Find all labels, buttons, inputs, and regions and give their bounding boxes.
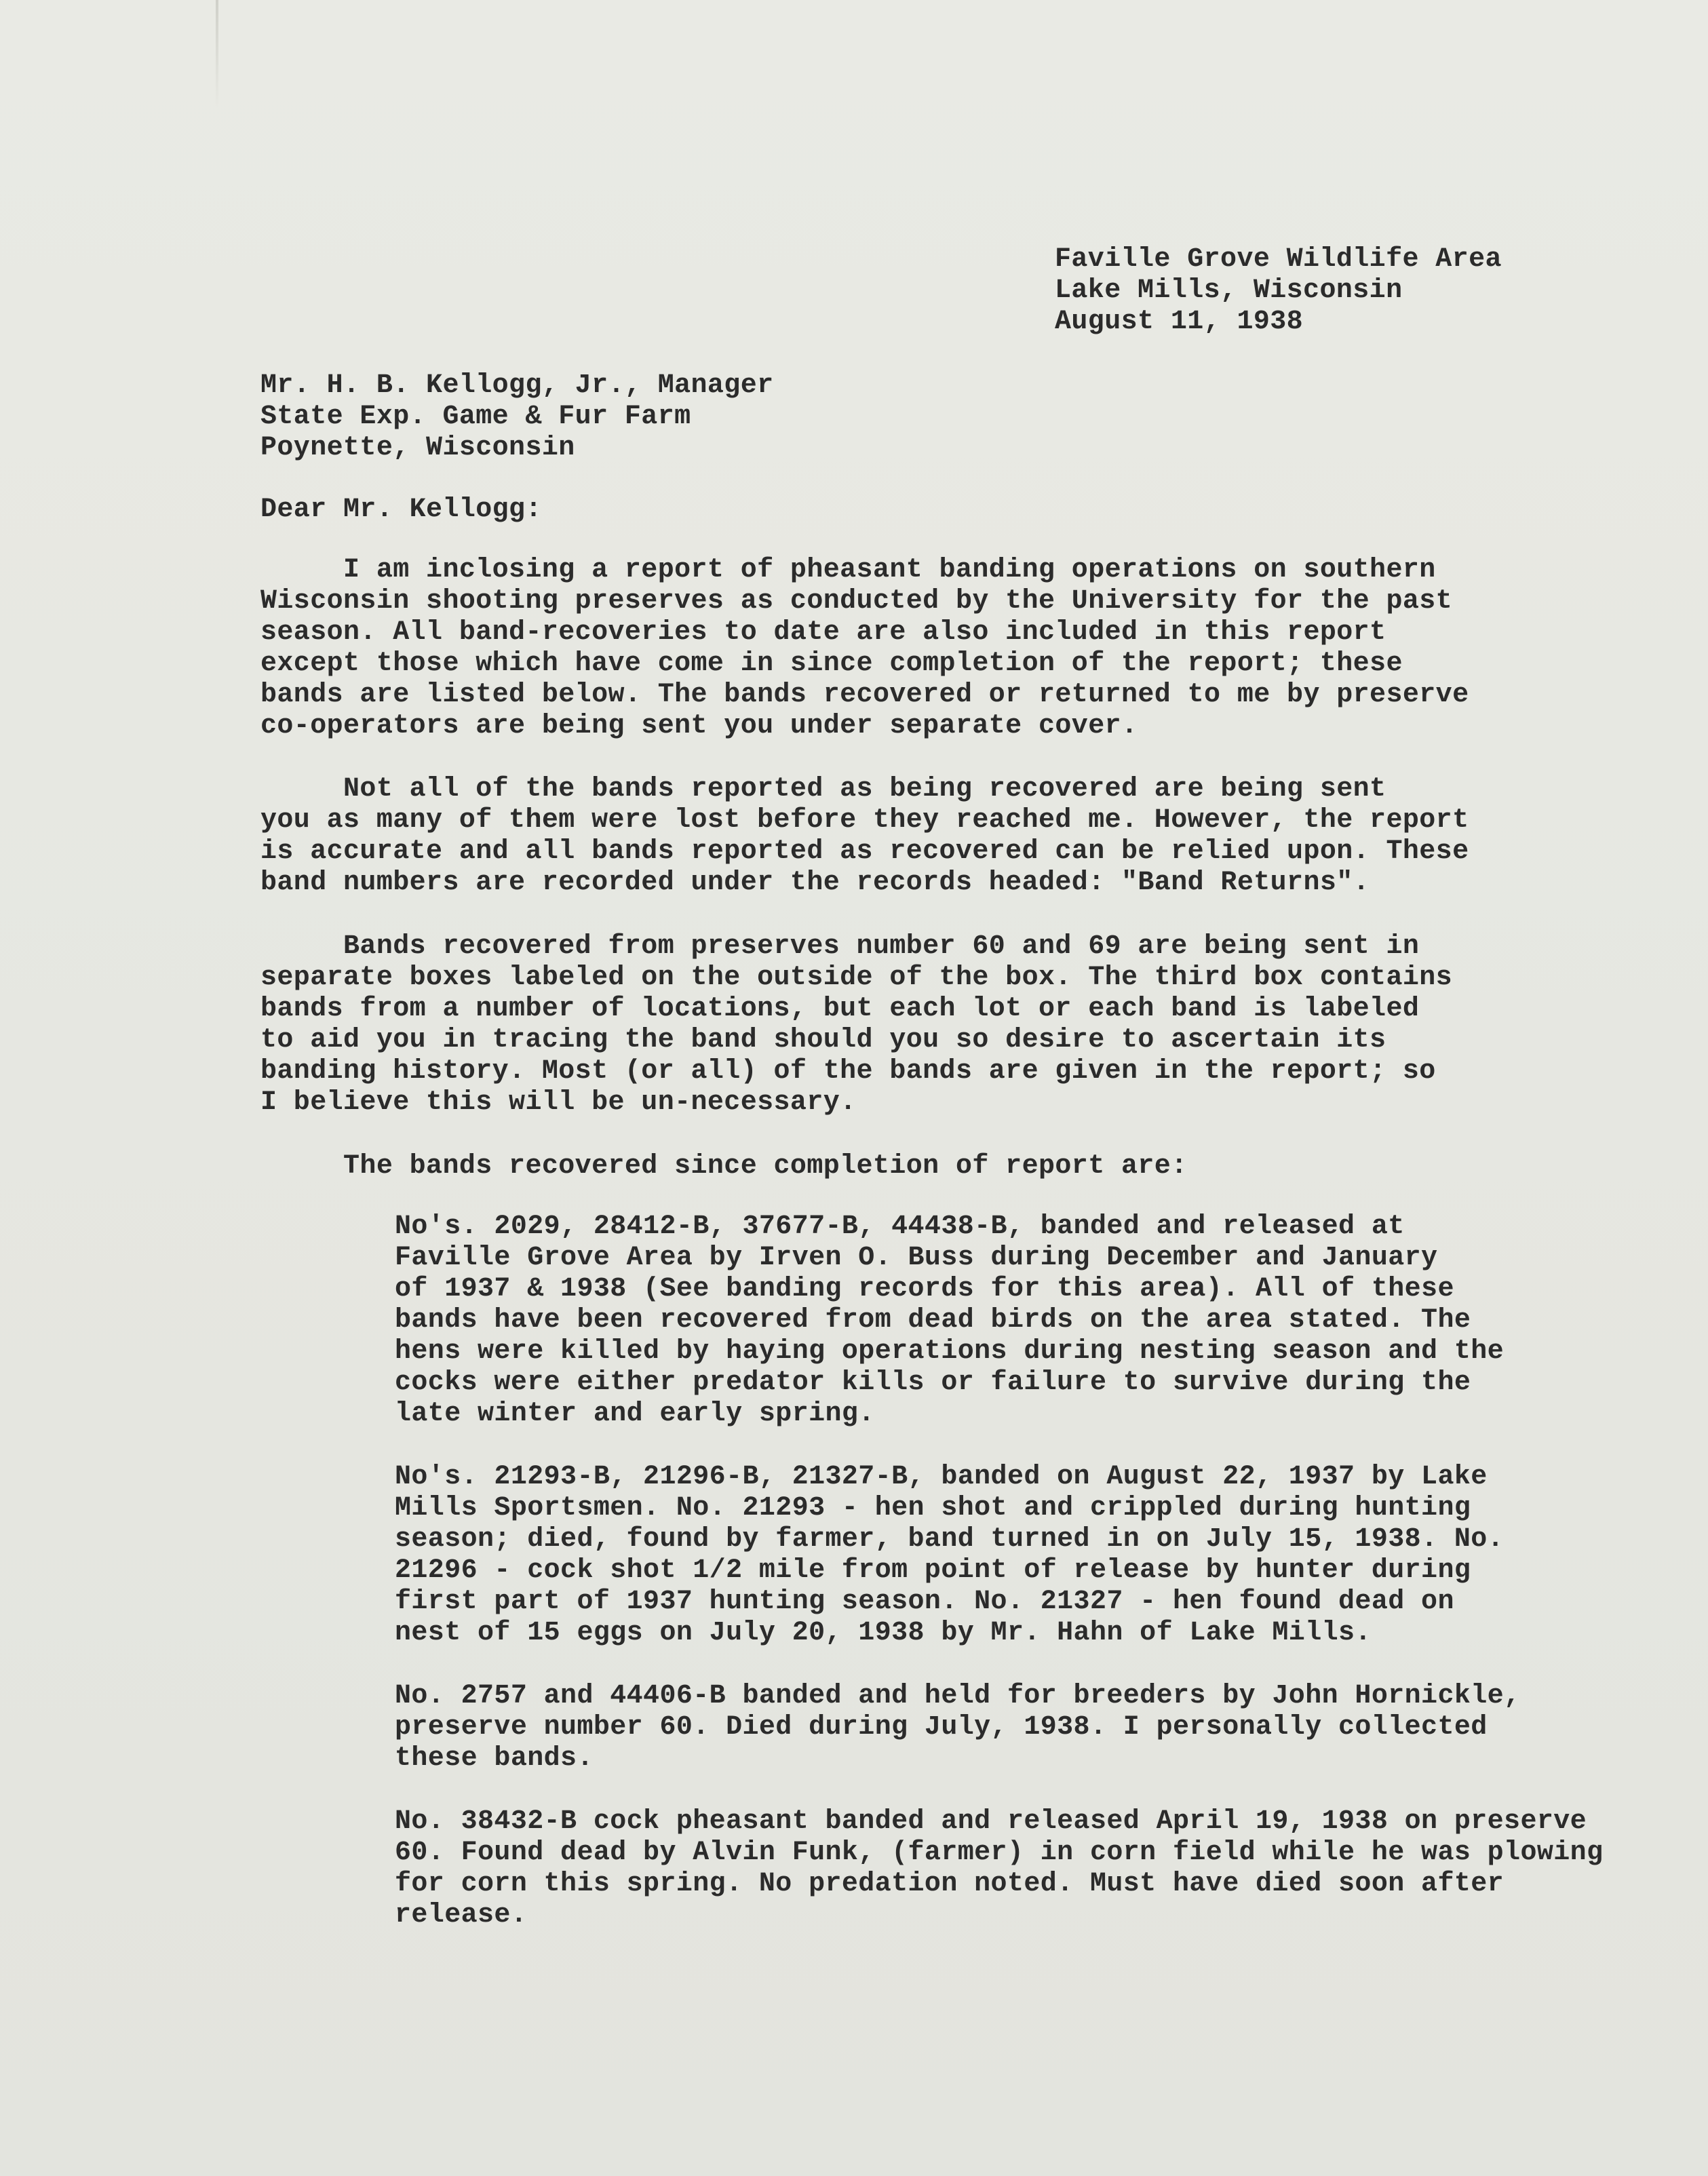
entry-line: late winter and early spring.: [395, 1399, 875, 1429]
entry-line: Mills Sportsmen. No. 21293 - hen shot and crippled during hunting: [395, 1493, 1471, 1523]
entry-line: first part of 1937 hunting season. No. 21327 - hen found dead on: [395, 1587, 1454, 1617]
entry-line: cocks were either predator kills or failure to survive during the: [395, 1367, 1471, 1398]
sender-line-1: Faville Grove Wildlife Area: [1055, 244, 1502, 275]
paragraph-4: [260, 1151, 1188, 1182]
paragraph-line: I am inclosing a report of pheasant banding operations on southern: [260, 555, 1436, 585]
paragraph-line: bands from a number of locations, but each lot or each band is labeled: [260, 994, 1420, 1024]
entry-line: No. 2757 and 44406-B banded and held for breeders by John Hornickle,: [395, 1681, 1521, 1711]
paragraph-line: band numbers are recorded under the records headed: "Band Returns".: [260, 868, 1370, 898]
paragraph-line: I believe this will be un-necessary.: [260, 1087, 857, 1118]
salutation: [260, 494, 542, 526]
entry-line: 21296 - cock shot 1/2 mile from point of release by hunter during: [395, 1555, 1471, 1586]
entry-line: of 1937 & 1938 (See banding records for this area). All of these: [395, 1274, 1454, 1304]
recipient-address: [260, 370, 774, 464]
paragraph-line: you as many of them were lost before they reached me. However, the report: [260, 805, 1469, 836]
entry-line: 60. Found dead by Alvin Funk, (farmer) in corn field while he was plowing: [395, 1838, 1604, 1868]
entry-line: hens were killed by haying operations during nesting season and the: [395, 1336, 1505, 1367]
paragraph-line: season. All band-recoveries to date are also included in this report: [260, 617, 1386, 648]
paragraph-1: [260, 555, 1469, 742]
recipient-line-1: Mr. H. B. Kellogg, Jr., Manager: [260, 370, 774, 401]
paper-fold-mark: [216, 0, 218, 109]
entry-line: preserve number 60. Died during July, 1938. I personally collected: [395, 1712, 1488, 1743]
paragraph-line: to aid you in tracing the band should you so desire to ascertain its: [260, 1025, 1386, 1055]
paragraph-line: Bands recovered from preserves number 60 and 69 are being sent in: [260, 931, 1420, 962]
salutation-text: Dear Mr. Kellogg:: [260, 494, 542, 525]
band-entry-4: [395, 1806, 1604, 1931]
entry-line: bands have been recovered from dead birds on the area stated. The: [395, 1305, 1471, 1336]
paragraph-line: except those which have come in since completion of the report; these: [260, 648, 1403, 679]
paragraph-2: [260, 774, 1469, 899]
paragraph-line: Not all of the bands reported as being recovered are being sent: [260, 774, 1386, 804]
paragraph-line: The bands recovered since completion of report are:: [260, 1151, 1188, 1182]
band-entry-3: [395, 1681, 1520, 1774]
entry-line: season; died, found by farmer, band turned in on July 15, 1938. No.: [395, 1524, 1505, 1555]
entry-line: No. 38432-B cock pheasant banded and released April 19, 1938 on preserve: [395, 1806, 1587, 1837]
band-entry-2: [395, 1462, 1504, 1649]
recipient-line-3: Poynette, Wisconsin: [260, 433, 575, 463]
entry-line: for corn this spring. No predation noted. Must have died soon after: [395, 1869, 1505, 1899]
paragraph-line: separate boxes labeled on the outside of the box. The third box contains: [260, 963, 1453, 993]
letter-date: August 11, 1938: [1055, 307, 1304, 337]
recipient-line-2: State Exp. Game & Fur Farm: [260, 402, 691, 432]
paragraph-3: [260, 931, 1452, 1119]
entry-line: No's. 2029, 28412-B, 37677-B, 44438-B, banded and released at: [395, 1211, 1405, 1242]
paragraph-line: co-operators are being sent you under separate cover.: [260, 711, 1138, 741]
paragraph-line: is accurate and all bands reported as recovered can be relied upon. These: [260, 836, 1469, 867]
paragraph-line: Wisconsin shooting preserves as conducted by the University for the past: [260, 586, 1453, 617]
entry-line: nest of 15 eggs on July 20, 1938 by Mr. Hahn of Lake Mills.: [395, 1618, 1372, 1648]
sender-line-2: Lake Mills, Wisconsin: [1055, 275, 1403, 306]
paragraph-line: banding history. Most (or all) of the bands are given in the report; so: [260, 1056, 1436, 1087]
paragraph-line: bands are listed below. The bands recovered or returned to me by preserve: [260, 680, 1469, 710]
sender-address: [1055, 244, 1502, 338]
entry-line: Faville Grove Area by Irven O. Buss during December and January: [395, 1243, 1438, 1273]
entry-line: these bands.: [395, 1743, 594, 1774]
entry-line: release.: [395, 1900, 528, 1930]
entry-line: No's. 21293-B, 21296-B, 21327-B, banded on August 22, 1937 by Lake: [395, 1462, 1488, 1492]
band-entry-1: [395, 1211, 1504, 1430]
